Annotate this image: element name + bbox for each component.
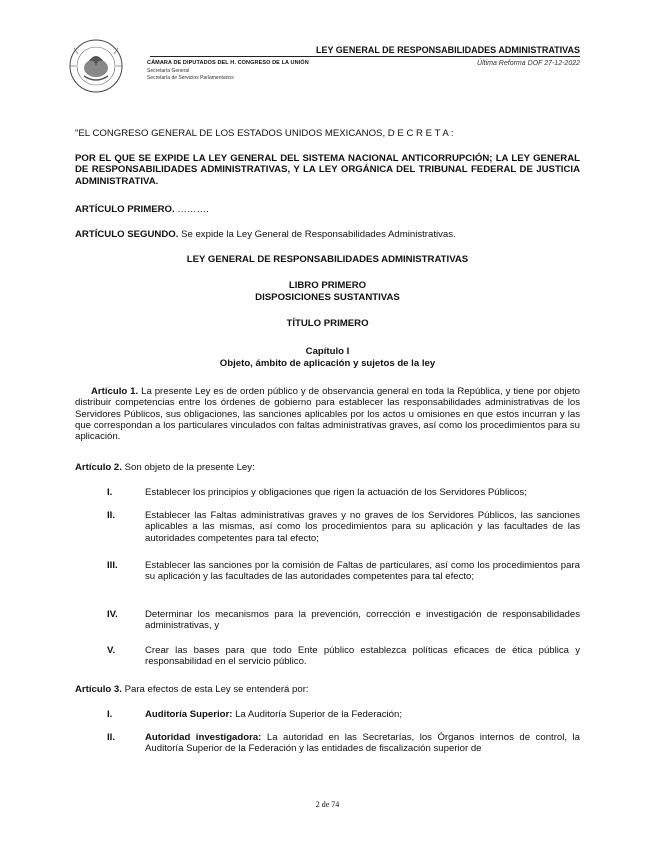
article-2-label: Artículo 2.: [75, 462, 122, 473]
coat-of-arms-seal: [68, 38, 140, 94]
law-heading: LEY GENERAL DE RESPONSABILIDADES ADMINISTRATIVAS: [186, 254, 469, 265]
header-secretaria-general: Secretaría General: [147, 68, 190, 74]
article-2-text: Son objeto de la presente Ley:: [121, 462, 255, 473]
definition-text: La autoridad en las Secretarías, los Órganos internos de control, la Auditoría Superior de la Federación y las entidades de fiscalización superior de: [145, 732, 580, 755]
item-number: II.: [107, 510, 115, 521]
item-text: Establecer los principios y obligaciones que rigen la actuación de los Servidores Públicos;: [145, 487, 527, 498]
header-divider: [150, 56, 580, 57]
item-number: V.: [107, 645, 116, 656]
page-number: 2 de 74: [315, 800, 340, 809]
article-3-label: Artículo 3.: [75, 684, 122, 695]
article-1: [75, 386, 580, 442]
definition-term: Auditoría Superior:: [145, 709, 233, 720]
item-number: I.: [107, 487, 113, 498]
item-text: Establecer las sanciones por la comisión de Faltas de particulares, así como los procedimientos para su aplicación y las facultades de las autoridades competentes para tal efecto;: [145, 560, 580, 583]
decree-intro: "EL CONGRESO GENERAL DE LOS ESTADOS UNIDOS MEXICANOS, D E C R E T A :: [75, 128, 454, 139]
item-text: Crear las bases para que todo Ente público establezca políticas eficaces de ética pública y responsabilidad en el servicio público.: [145, 645, 580, 668]
item-text: Determinar los mecanismos para la prevención, corrección e investigación de responsabilidades administrativas, y: [145, 609, 580, 632]
header-chamber: CÁMARA DE DIPUTADOS DEL H. CONGRESO DE LA UNIÓN: [147, 60, 309, 66]
decree-article-segundo: [75, 229, 580, 240]
item-definition: [145, 709, 580, 720]
header-law-title: LEY GENERAL DE RESPONSABILIDADES ADMINISTRATIVAS: [315, 45, 580, 55]
book-subheading: DISPOSICIONES SUSTANTIVAS: [255, 292, 400, 303]
item-number: IV.: [107, 609, 118, 620]
definition-term: Autoridad investigadora:: [145, 732, 262, 743]
book-heading: LIBRO PRIMERO: [288, 280, 367, 291]
item-text: Establecer las Faltas administrativas graves y no graves de los Servidores Públicos, las sanciones aplicables a las mismas, así como los procedimientos para su aplicación y las facultades de las autoridades competentes para tal efecto;: [145, 510, 580, 544]
chapter-heading: Capítulo I: [305, 346, 350, 357]
article-3: [75, 684, 580, 695]
chapter-subheading: Objeto, ámbito de aplicación y sujetos de la ley: [219, 358, 436, 369]
decree-art1-label: ARTÍCULO PRIMERO.: [75, 204, 175, 215]
header-last-reform: Última Reforma DOF 27-12-2022: [477, 60, 580, 67]
article-3-text: Para efectos de esta Ley se entenderá por:: [121, 684, 309, 695]
decree-heading: POR EL QUE SE EXPIDE LA LEY GENERAL DEL SISTEMA NACIONAL ANTICORRUPCIÓN; LA LEY GENERAL DE RESPONSABILIDADES ADMINISTRATIVAS, Y LA LEY ORGÁNICA DEL TRIBUNAL FEDERAL DE JUSTICIA ADMINISTRATIVA.: [75, 153, 580, 187]
decree-art1-text: ……….: [174, 204, 209, 215]
decree-art2-text: Se expide la Ley General de Responsabilidades Administrativas.: [178, 229, 456, 240]
item-definition: [145, 732, 580, 755]
definition-text: La Auditoría Superior de la Federación;: [232, 709, 403, 720]
article-2: [75, 462, 580, 473]
item-number: II.: [107, 732, 115, 743]
article-1-label: Artículo 1.: [91, 386, 139, 397]
item-number: I.: [107, 709, 113, 720]
header-secretaria-servicios: Secretaría de Servicios Parlamentarios: [147, 75, 234, 81]
article-1-text: La presente Ley es de orden público y de observancia general en toda la República, y tiene por objeto distribuir competencias entre los órdenes de gobierno para establecer las responsabilidades administrativas de los Servidores Públicos, sus obligaciones, las sanciones aplicables por los actos u omisiones en que estos incurran y las que correspondan a los particulares vinculados con faltas administrativas graves, así como los procedimientos para su aplicación.: [75, 386, 581, 443]
title-heading: TÍTULO PRIMERO: [286, 318, 369, 329]
item-number: III.: [107, 560, 118, 571]
decree-article-primero: [75, 204, 580, 215]
decree-art2-label: ARTÍCULO SEGUNDO.: [75, 229, 179, 240]
